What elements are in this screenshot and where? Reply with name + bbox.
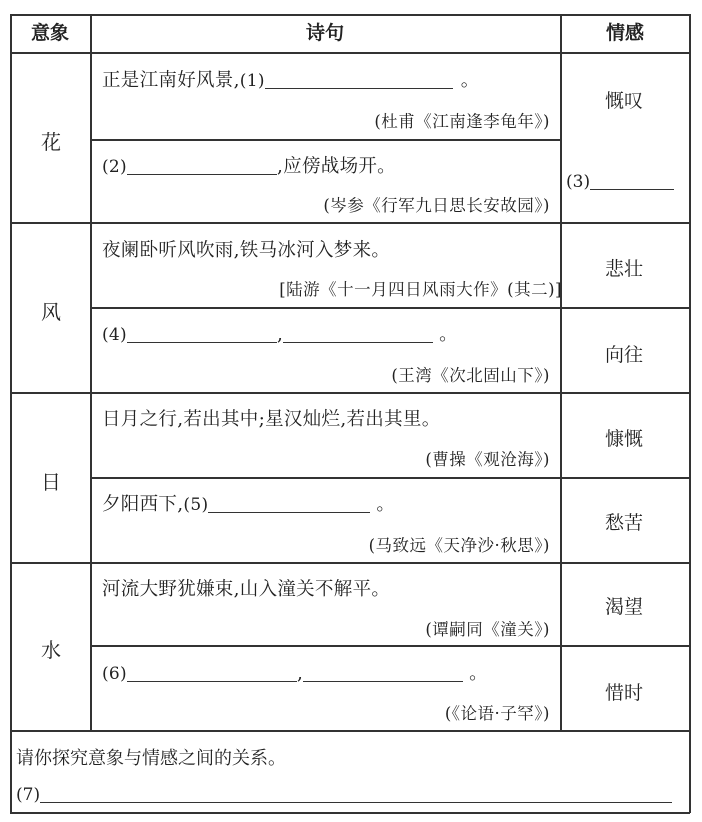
verse-line: 夜阑卧听风吹雨,铁马冰河入梦来。 [102, 240, 391, 261]
verse-text: 。 [469, 663, 488, 684]
fill-blank[interactable] [283, 324, 433, 343]
verse-text: , [276, 324, 284, 345]
verse-line [102, 66, 480, 92]
verse-line [102, 320, 458, 346]
table-rule [10, 52, 690, 54]
verse-source: (《论语·子罕》) [444, 704, 550, 723]
verse-line [102, 659, 488, 685]
table-rule [10, 562, 690, 564]
imagery-flower: 花 [41, 130, 61, 154]
table-rule [10, 222, 690, 224]
blank-number: (5) [183, 495, 209, 515]
header-imagery: 意象 [30, 22, 69, 44]
verse-text: , [296, 663, 304, 684]
blank-number: (1) [239, 71, 265, 91]
verse-text: 。 [376, 494, 396, 515]
blank-number: (4) [102, 325, 127, 345]
verse-line [102, 490, 395, 516]
verse-source: [陆游《十一月四日风雨大作》(其二)] [279, 280, 562, 299]
fill-blank[interactable] [590, 171, 674, 190]
verse-line: 日月之行,若出其中;星汉灿烂,若出其里。 [102, 409, 441, 430]
table-rule [689, 14, 691, 813]
fill-blank[interactable] [127, 324, 277, 343]
verse-line: 河流大野犹嫌束,山入潼关不解平。 [102, 579, 391, 600]
blank-number: (3) [566, 172, 591, 192]
table-rule [10, 392, 690, 394]
verse-text: 。 [439, 324, 458, 345]
emotion-label: 慨叹 [604, 90, 643, 112]
verse-source: (曹操《观沧海》) [425, 450, 550, 469]
table-rule [90, 645, 690, 647]
imagery-wind: 风 [41, 300, 61, 324]
verse-text: 正是江南好风景, [102, 70, 240, 91]
fill-blank[interactable] [127, 156, 277, 175]
answer-line [16, 784, 672, 805]
imagery-water: 水 [41, 638, 61, 662]
blank-number: (7) [16, 785, 41, 805]
blank-number: (2) [102, 157, 127, 177]
verse-source: (马致远《天净沙·秋思》) [368, 536, 550, 555]
header-verse: 诗句 [305, 22, 344, 44]
table-rule [10, 730, 690, 732]
emotion-label: 惜时 [604, 682, 643, 704]
imagery-sun: 日 [41, 470, 61, 494]
verse-text: 。 [460, 70, 480, 91]
verse-text: ,应傍战场开。 [276, 156, 396, 177]
header-emotion: 情感 [605, 22, 644, 44]
emotion-label: 悲壮 [604, 258, 643, 280]
fill-blank[interactable] [127, 663, 297, 682]
table-rule [560, 14, 562, 731]
emotion-label: 愁苦 [604, 512, 643, 534]
table-rule [90, 477, 690, 479]
verse-source: (王湾《次北固山下》) [391, 366, 550, 385]
emotion-label: 渴望 [604, 596, 643, 618]
table-rule [90, 139, 560, 141]
blank-number: (6) [102, 664, 127, 684]
emotion-label: 向往 [604, 344, 643, 366]
verse-source: (岑参《行军九日思长安故园》) [323, 196, 550, 215]
verse-text: 夕阳西下, [102, 494, 184, 515]
table-rule [90, 307, 690, 309]
emotion-cell [566, 170, 686, 192]
table-rule [90, 14, 92, 731]
verse-source: (杜甫《江南逢李龟年》) [374, 112, 550, 131]
verse-source: (谭嗣同《潼关》) [425, 620, 550, 639]
emotion-label: 慷慨 [604, 428, 643, 450]
table-rule [10, 812, 690, 814]
fill-blank[interactable] [303, 663, 463, 682]
fill-blank[interactable] [208, 494, 370, 513]
question-prompt: 请你探究意象与情感之间的关系。 [16, 748, 286, 769]
fill-blank[interactable] [40, 784, 672, 803]
fill-blank[interactable] [265, 70, 453, 89]
verse-line [102, 152, 396, 178]
